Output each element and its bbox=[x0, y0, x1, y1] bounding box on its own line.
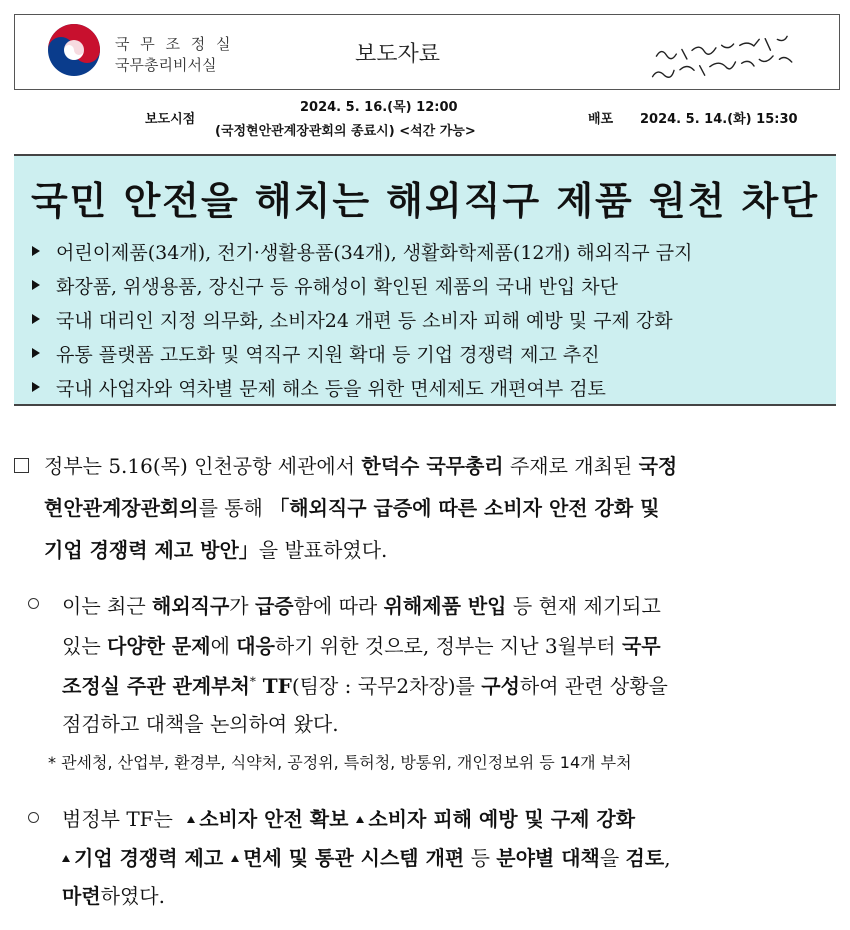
text: 등 현재 제기되고 bbox=[506, 594, 661, 618]
headline: 국민 안전을 해치는 해외직구 제품 원천 차단 bbox=[30, 179, 820, 223]
paragraph3-line3 bbox=[62, 880, 165, 909]
text: 범정부 TF는 bbox=[62, 807, 180, 831]
text-bold: 구성 bbox=[481, 674, 520, 698]
text: 을 발표하였다. bbox=[258, 538, 388, 562]
text: 를 통해 bbox=[198, 496, 270, 520]
text-bold: 현안관계장관회의 bbox=[44, 496, 199, 520]
summary-bullet bbox=[32, 234, 693, 268]
handwritten-slogan bbox=[643, 27, 807, 89]
text: 을 bbox=[599, 846, 626, 870]
text-bold: 「해외직구 급증에 따른 소비자 안전 강화 및 bbox=[269, 496, 660, 520]
text: 등 bbox=[464, 846, 497, 870]
up-triangle-icon bbox=[356, 816, 364, 823]
summary-bullets bbox=[32, 234, 693, 404]
paragraph2-line2 bbox=[62, 630, 661, 659]
text-bold: 면세 및 통관 시스템 개편 bbox=[243, 846, 465, 870]
bullet-triangle-icon bbox=[32, 348, 40, 358]
bullet-triangle-icon bbox=[32, 314, 40, 324]
text: 하였다. bbox=[100, 884, 165, 908]
org-name-secondary: 국무총리비서실 bbox=[115, 56, 217, 74]
text: 함에 따라 bbox=[293, 594, 384, 618]
government-emblem-icon bbox=[47, 23, 101, 77]
bullet-triangle-icon bbox=[32, 280, 40, 290]
footnote-marker: * bbox=[249, 674, 256, 689]
bullet-text: 화장품, 위생용품, 장신구 등 유해성이 확인된 제품의 국내 반입 차단 bbox=[56, 275, 618, 298]
paragraph2-line4 bbox=[62, 708, 339, 737]
paragraph2-line3 bbox=[62, 670, 668, 699]
text-bold: 다양한 문제 bbox=[107, 634, 211, 658]
up-triangle-icon bbox=[62, 855, 70, 862]
text-bold: 기업 경쟁력 제고 bbox=[74, 846, 224, 870]
distribution-date: 2024. 5. 14.(화) 15:30 bbox=[640, 112, 798, 127]
up-triangle-icon bbox=[187, 816, 195, 823]
press-release-header bbox=[14, 14, 840, 90]
paragraph3-line1 bbox=[62, 803, 635, 832]
release-info bbox=[0, 96, 850, 142]
text-bold: 급증 bbox=[254, 594, 294, 618]
document-type: 보도자료 bbox=[355, 42, 441, 67]
up-triangle-icon bbox=[231, 855, 239, 862]
summary-bullet bbox=[32, 336, 693, 370]
embargo-label: 보도시점 bbox=[145, 112, 196, 127]
paragraph3-line2 bbox=[62, 842, 671, 871]
bullet-text: 어린이제품(34개), 전기·생활용품(34개), 생활화학제품(12개) 해외직구 금지 bbox=[56, 241, 693, 264]
text-bold: 한덕수 국무총리 bbox=[361, 454, 504, 478]
footnote: * 관세청, 산업부, 환경부, 식약처, 공정위, 특허청, 방통위, 개인정보위 등 14개 부처 bbox=[48, 753, 632, 772]
summary-box bbox=[14, 154, 836, 406]
summary-bullet bbox=[32, 370, 693, 404]
text: 주재로 개최된 bbox=[503, 454, 639, 478]
paragraph1-line3 bbox=[44, 534, 387, 563]
embargo-date: 2024. 5. 16.(목) 12:00 bbox=[300, 100, 458, 115]
text-bold: 해외직구 bbox=[152, 594, 230, 618]
text: 에 bbox=[210, 634, 237, 658]
bullet-triangle-icon bbox=[32, 246, 40, 256]
text: 하기 위한 것으로, 정부는 지난 3월부터 bbox=[274, 634, 622, 658]
circle-bullet-icon bbox=[28, 598, 39, 609]
embargo-note: (국정현안관계장관회의 종료시) <석간 가능> bbox=[215, 124, 476, 139]
bullet-text: 국내 대리인 지정 의무화, 소비자24 개편 등 소비자 피해 예방 및 구제 강화 bbox=[56, 309, 673, 332]
text-bold: 국정 bbox=[638, 454, 678, 478]
text-bold: 소비자 안전 확보 bbox=[199, 807, 349, 831]
text: 점검하고 대책을 논의하여 왔다. bbox=[62, 712, 339, 736]
text-bold: 검토 bbox=[625, 846, 665, 870]
text-bold: 대응 bbox=[236, 634, 275, 658]
text-bold: 마련 bbox=[62, 884, 101, 908]
text-bold: 기업 경쟁력 제고 방안」 bbox=[44, 538, 259, 562]
paragraph1-line2 bbox=[44, 492, 659, 521]
paragraph1-line1 bbox=[44, 450, 677, 479]
bullet-text: 국내 사업자와 역차별 문제 해소 등을 위한 면세제도 개편여부 검토 bbox=[56, 377, 606, 400]
paragraph2-line1 bbox=[62, 590, 661, 619]
section-box-marker bbox=[14, 458, 29, 473]
distribution-label: 배포 bbox=[588, 112, 614, 127]
summary-bullet bbox=[32, 302, 693, 336]
bullet-text: 유통 플랫폼 고도화 및 역직구 지원 확대 등 기업 경쟁력 제고 추진 bbox=[56, 343, 600, 366]
text-bold: 국무 bbox=[621, 634, 661, 658]
org-name-primary: 국 무 조 정 실 bbox=[115, 35, 234, 53]
text: 가 bbox=[229, 594, 255, 618]
text: 하여 관련 상황을 bbox=[519, 674, 668, 698]
summary-bullet bbox=[32, 268, 693, 302]
circle-bullet-icon bbox=[28, 812, 39, 823]
text: 있는 bbox=[62, 634, 107, 658]
text-bold: TF bbox=[255, 674, 292, 698]
text: 정부는 5.16(목) 인천공항 세관에서 bbox=[44, 454, 362, 478]
text: 이는 최근 bbox=[62, 594, 152, 618]
bullet-triangle-icon bbox=[32, 382, 40, 392]
text-bold: 분야별 대책 bbox=[496, 846, 600, 870]
text: (팀장 : 국무2차장)를 bbox=[291, 674, 482, 698]
text: , bbox=[664, 846, 671, 870]
text-bold: 조정실 주관 관계부처 bbox=[62, 674, 250, 698]
text-bold: 소비자 피해 예방 및 구제 강화 bbox=[368, 807, 636, 831]
text-bold: 위해제품 반입 bbox=[383, 594, 507, 618]
